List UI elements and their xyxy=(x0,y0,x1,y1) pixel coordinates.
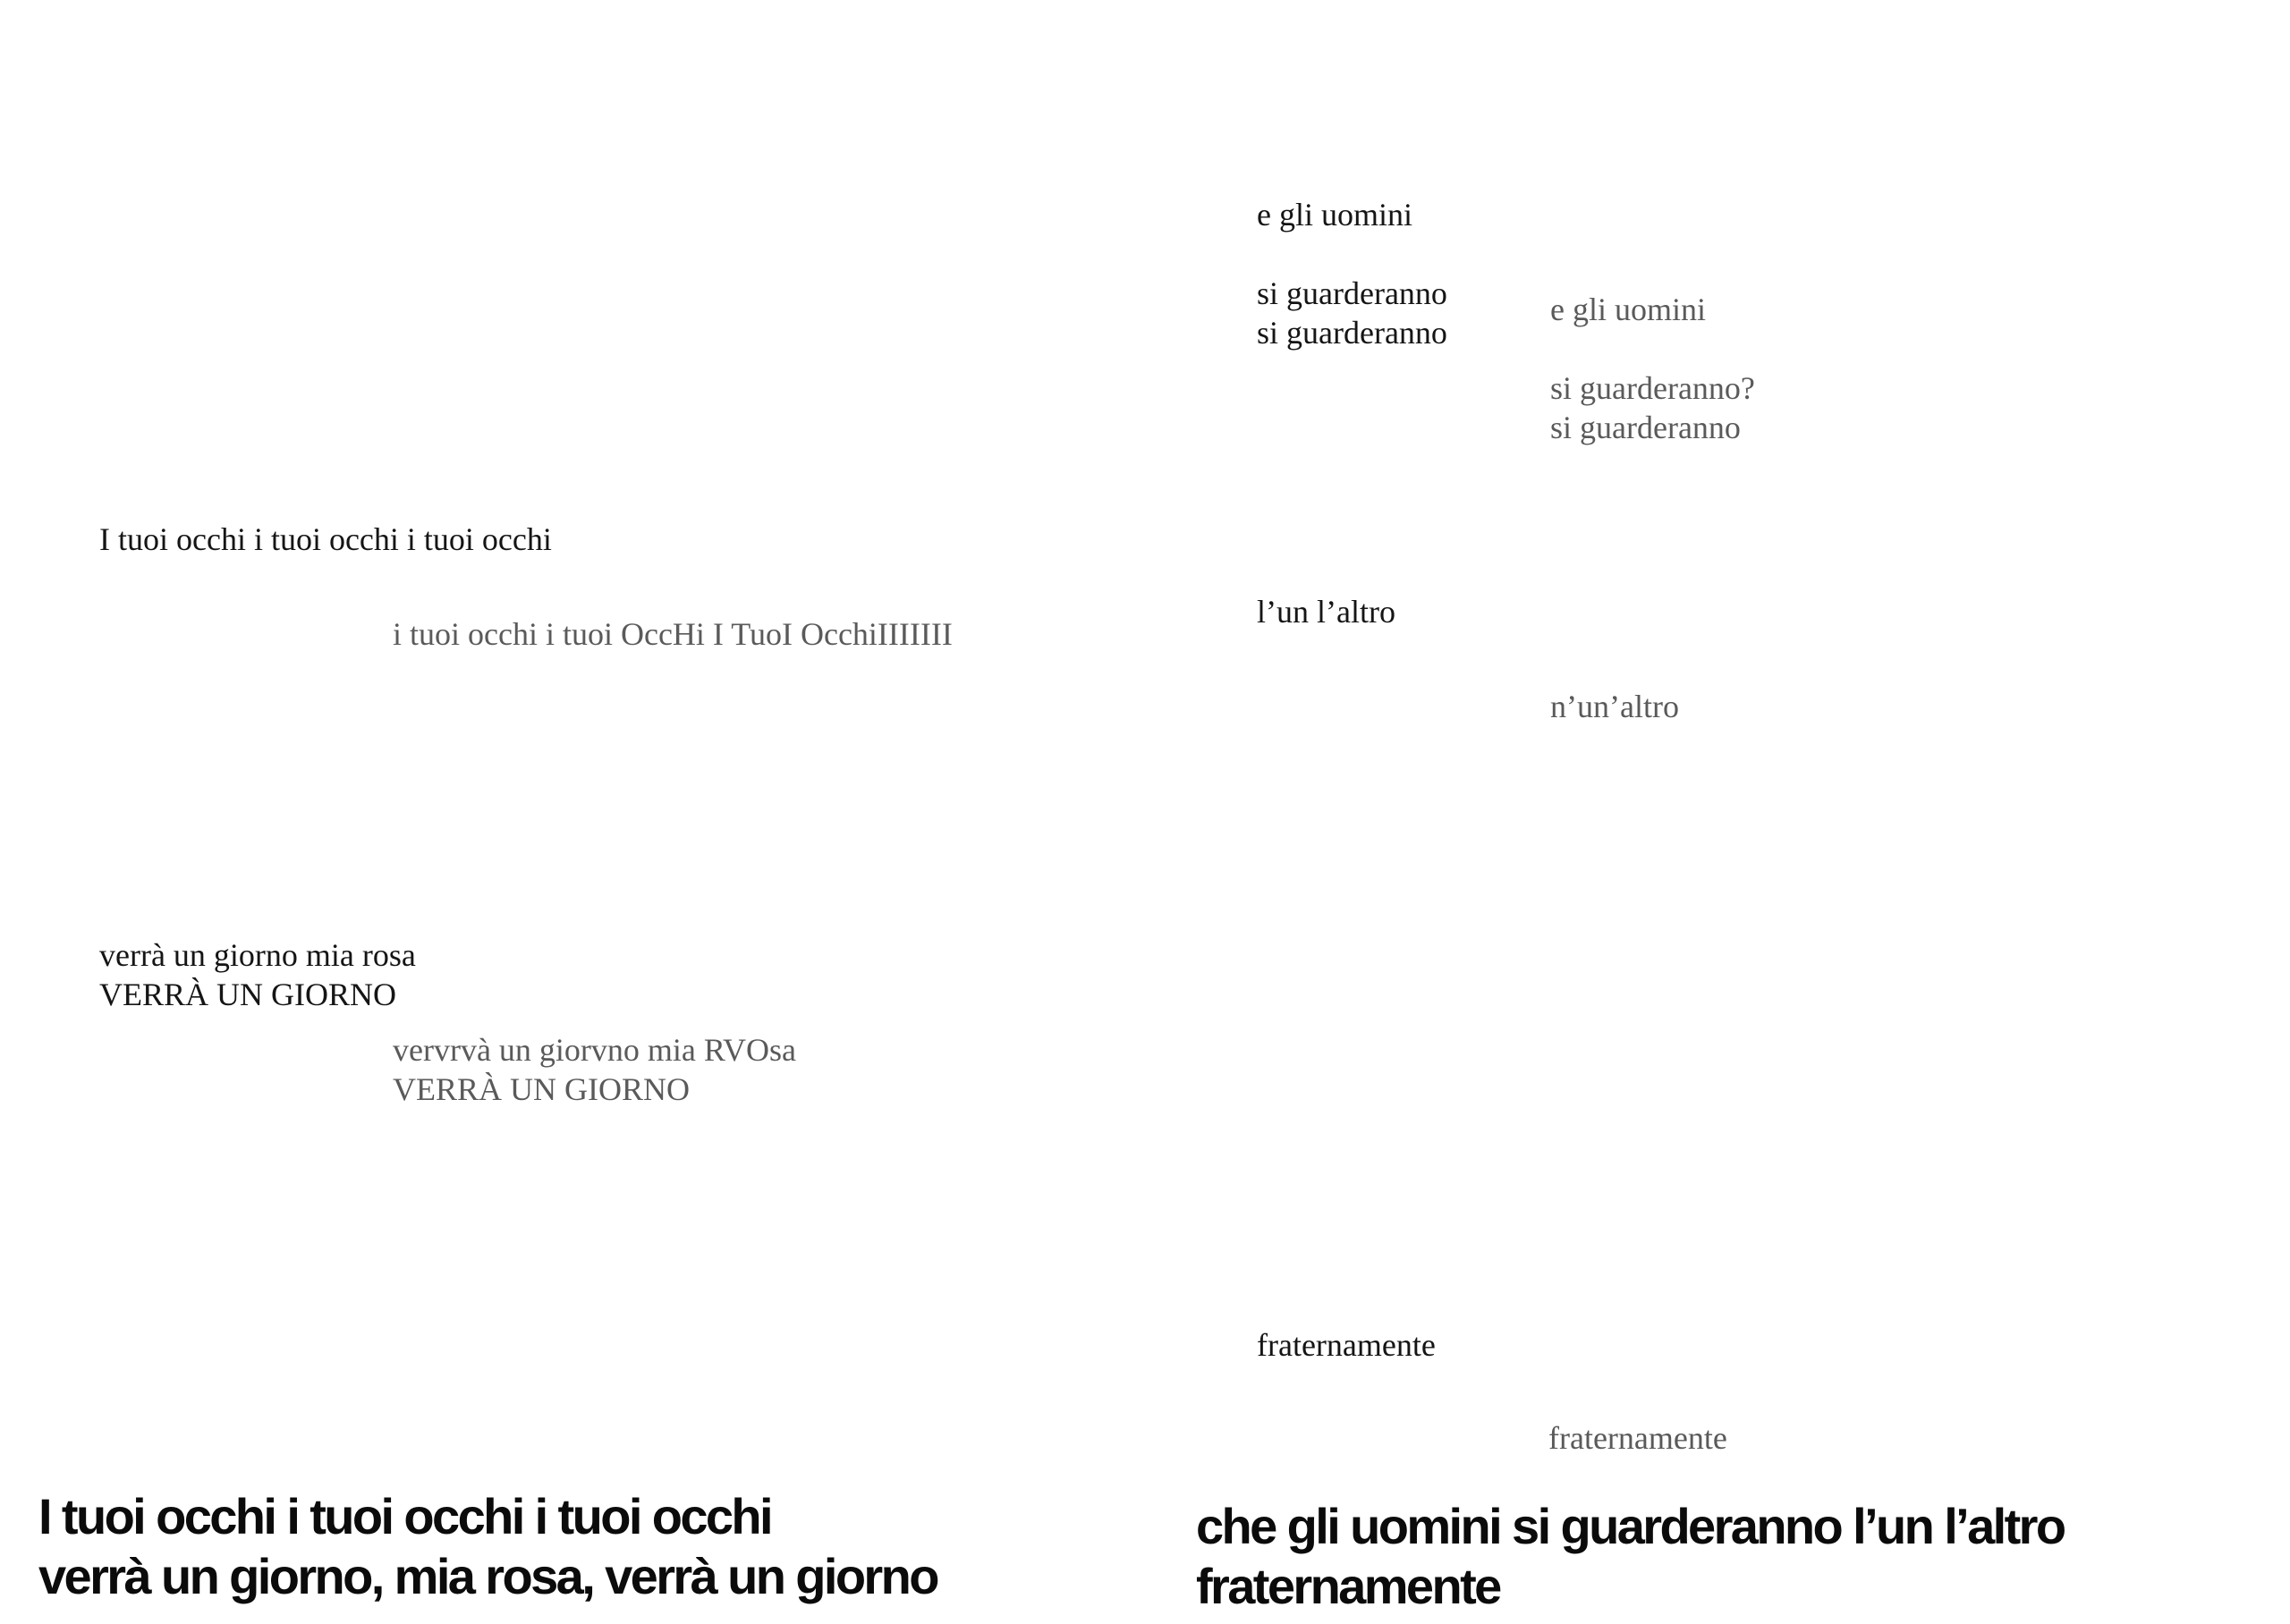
left-stanza2-main xyxy=(99,935,416,1014)
right-headline-line-1: che gli uomini si guarderanno l’un l’altro xyxy=(1196,1498,2065,1554)
left-stanza1-main: I tuoi occhi i tuoi occhi i tuoi occhi xyxy=(99,521,552,557)
right-stanza2-echo: n’un’altro xyxy=(1550,689,1679,724)
right-stanza1-echo-line-2: si guarderanno? xyxy=(1550,370,1755,406)
left-headline-line-1: I tuoi occhi i tuoi occhi i tuoi occhi xyxy=(38,1488,771,1544)
left-stanza2-echo xyxy=(393,1030,796,1109)
stanza-gap xyxy=(1550,329,1755,368)
right-stanza1-main-line-3: si guarderanno xyxy=(1257,315,1447,351)
left-headline-line-2: verrà un giorno, mia rosa, verrà un giorno xyxy=(38,1548,937,1604)
right-stanza1-echo-line-3: si guarderanno xyxy=(1550,410,1741,445)
right-stanza3-echo: fraternamente xyxy=(1548,1420,1727,1456)
left-stanza1-echo: i tuoi occhi i tuoi OccHi I TuoI OcchiIIIIIII xyxy=(393,616,953,652)
right-headline xyxy=(1196,1496,2064,1616)
right-stanza1-main xyxy=(1257,195,1447,352)
right-stanza1-main-line-1: e gli uomini xyxy=(1257,197,1412,233)
left-stanza2-echo-line-2: VERRÀ UN GIORNO xyxy=(393,1071,690,1107)
left-stanza2-main-line-1: verrà un giorno mia rosa xyxy=(99,937,416,973)
right-stanza1-echo-line-1: e gli uomini xyxy=(1550,292,1706,327)
left-headline xyxy=(38,1486,937,1606)
right-headline-line-2: fraternamente xyxy=(1196,1558,1500,1614)
right-stanza2-main: l’un l’altro xyxy=(1257,594,1395,630)
right-stanza3-main: fraternamente xyxy=(1257,1327,1436,1363)
right-stanza1-echo xyxy=(1550,290,1755,447)
left-stanza2-main-line-2: VERRÀ UN GIORNO xyxy=(99,977,396,1012)
right-stanza1-main-line-2: si guarderanno xyxy=(1257,275,1447,311)
stanza-gap xyxy=(1257,234,1447,274)
left-stanza2-echo-line-1: vervrvà un giorvno mia RVOsa xyxy=(393,1032,797,1068)
